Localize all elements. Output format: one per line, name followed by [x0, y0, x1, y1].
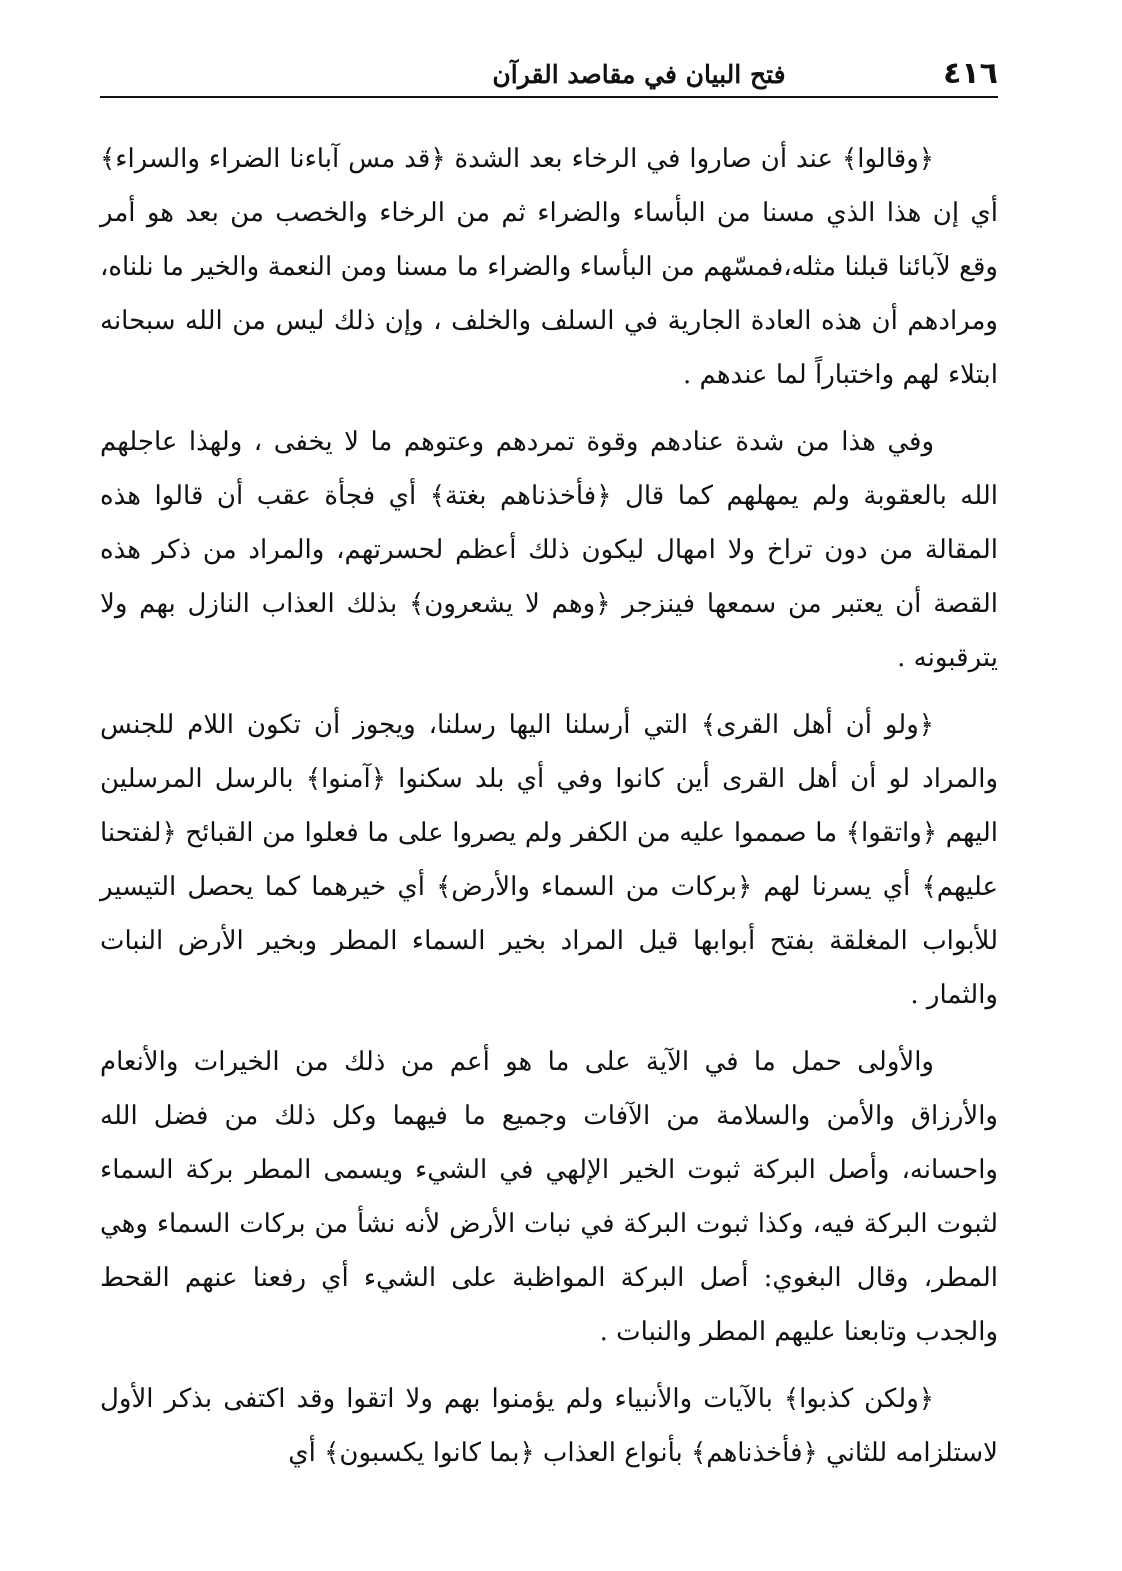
- paragraph-5: ﴿ولكن كذبوا﴾ بالآيات والأنبياء ولم يؤمنوا بهم ولا اتقوا وقد اكتفى بذكر الأول لاستلزامه للثاني ﴿فأخذناهم﴾ بأنواع العذاب ﴿بما كانوا يكسبون﴾ أي: [100, 1384, 998, 1468]
- body-text: [100, 132, 998, 1493]
- paragraph-2: وفي هذا من شدة عنادهم وقوة تمردهم وعتوهم ما لا يخفى ، ولهذا عاجلهم الله بالعقوبة ولم يمهلهم كما قال ﴿فأخذناهم بغتة﴾ أي فجأة عقب أن قالوا هذه المقالة من دون تراخ ولا امهال ليكون ذلك أعظم لحسرتهم، والمراد من ذكر هذه القصة أن يعتبر من سمعها فينزجر ﴿وهم لا يشعرون﴾ بذلك العذاب النازل بهم ولا يترقبونه .: [100, 427, 998, 673]
- paragraph-4: والأولى حمل ما في الآية على ما هو أعم من ذلك من الخيرات والأنعام والأرزاق والأمن والسلامة من الآفات وجميع ما فيهما وكل ذلك من فضل الله واحسانه، وأصل البركة ثبوت الخير الإلهي في الشيء ويسمى المطر بركة السماء لثبوت البركة فيه، وكذا ثبوت البركة في نبات الأرض لأنه نشأ من بركات السماء وهي المطر، وقال البغوي: أصل البركة المواظبة على الشيء أي رفعنا عنهم القحط والجدب وتابعنا عليهم المطر والنبات .: [100, 1047, 998, 1347]
- paragraph-1: ﴿وقالوا﴾ عند أن صاروا في الرخاء بعد الشدة ﴿قد مس آباءنا الضراء والسراء﴾ أي إن هذا الذي مسنا من البأساء والضراء ثم من الرخاء والخصب من بعد هو أمر وقع لآبائنا قبلنا مثله،فمسّهم من البأساء والضراء ما مسنا ومن النعمة والخير ما نلناه، ومرادهم أن هذه العادة الجارية في السلف والخلف ، وإن ذلك ليس من الله سبحانه ابتلاء لهم واختباراً لما عندهم .: [100, 144, 998, 390]
- paragraph-3: ﴿ولو أن أهل القرى﴾ التي أرسلنا اليها رسلنا، ويجوز أن تكون اللام للجنس والمراد لو أن أهل القرى أين كانوا وفي أي بلد سكنوا ﴿آمنوا﴾ بالرسل المرسلين اليهم ﴿واتقوا﴾ ما صمموا عليه من الكفر ولم يصروا على ما فعلوا من القبائح ﴿لفتحنا عليهم﴾ أي يسرنا لهم ﴿بركات من السماء والأرض﴾ أي خيرهما كما يحصل التيسير للأبواب المغلقة بفتح أبوابها قيل المراد بخير السماء المطر وبخير الأرض النبات والثمار .: [100, 710, 998, 1010]
- page-header: [100, 52, 998, 98]
- running-title: فتح البيان في مقاصد القرآن: [492, 60, 786, 89]
- page-number: ٤١٦: [943, 56, 998, 91]
